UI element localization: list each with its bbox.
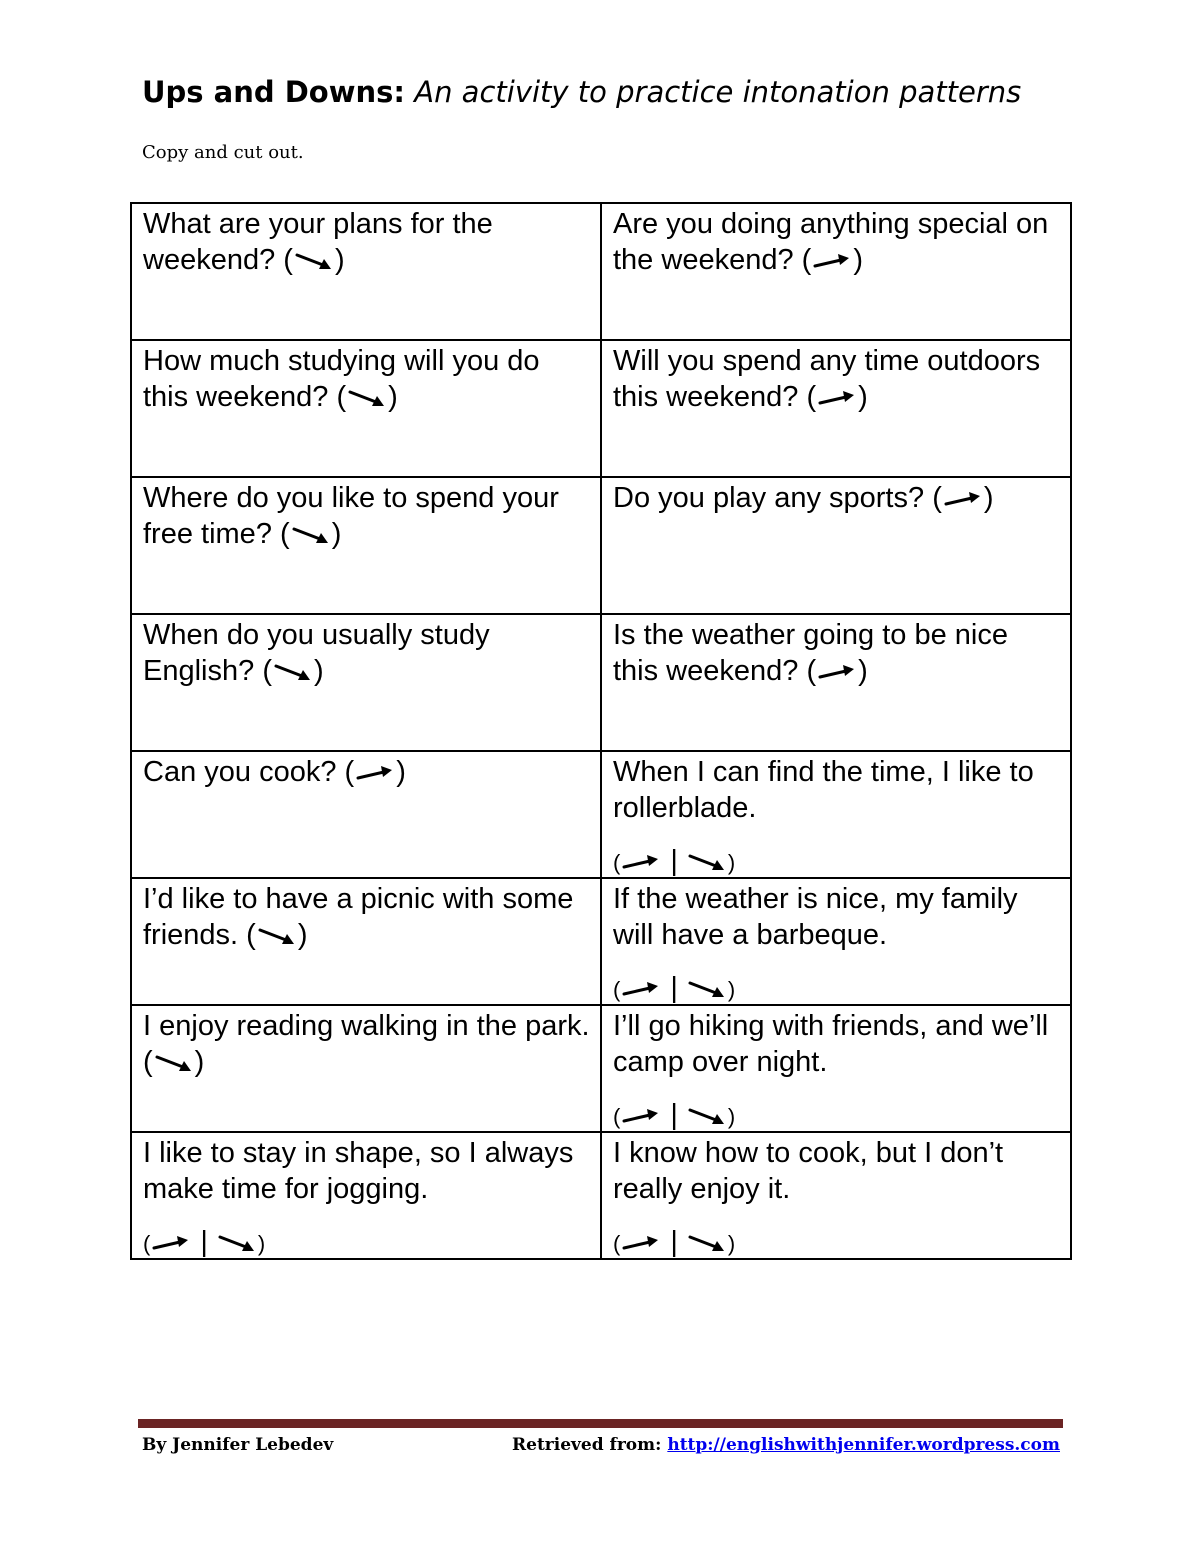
intonation-mark xyxy=(283,242,344,278)
intonation-mark xyxy=(613,1101,735,1131)
open-paren: ( xyxy=(613,977,621,1002)
card-row xyxy=(131,203,1071,340)
title-italic: An activity to practice intonation patterns xyxy=(414,75,1022,109)
intonation-mark xyxy=(262,653,323,689)
rising-arrow-icon xyxy=(816,655,858,675)
card-sentence: What are your plans for the weekend? xyxy=(143,208,493,276)
card-row xyxy=(131,340,1071,477)
page-title xyxy=(142,72,1021,112)
open-paren: ( xyxy=(280,518,290,550)
open-paren: ( xyxy=(932,482,942,514)
card-text xyxy=(143,343,590,415)
intonation-mark xyxy=(802,242,863,278)
close-paren: ) xyxy=(983,482,994,514)
close-paren: ) xyxy=(853,244,863,276)
card-cell xyxy=(601,1005,1071,1132)
open-paren: ( xyxy=(143,1231,151,1256)
falling-arrow-icon xyxy=(686,1105,728,1125)
close-paren: ) xyxy=(331,518,342,550)
card-sentence: Will you spend any time outdoors this weekend? xyxy=(613,345,1041,413)
close-paren: ) xyxy=(396,756,406,788)
card-text xyxy=(613,1008,1060,1080)
intonation-mark xyxy=(806,653,867,689)
intonation-mark xyxy=(613,847,735,877)
card-text xyxy=(613,343,1060,415)
close-paren: ) xyxy=(297,919,308,951)
footer-rule xyxy=(138,1419,1063,1428)
intonation-mark xyxy=(336,379,397,415)
card-cell xyxy=(131,1005,601,1132)
close-paren: ) xyxy=(727,850,736,875)
source-link[interactable]: http://englishwithjennifer.wordpress.com xyxy=(667,1435,1060,1455)
card-sentence: When I can find the time, I like to rollerblade. xyxy=(613,756,1034,824)
intonation-mark xyxy=(143,1228,265,1258)
card-cell xyxy=(601,340,1071,477)
close-paren: ) xyxy=(858,655,868,687)
separator: | xyxy=(670,845,678,877)
card-sentence: Where do you like to spend your free time? xyxy=(143,482,559,550)
separator: | xyxy=(670,972,678,1004)
falling-arrow-icon xyxy=(290,518,332,538)
card-sentence: How much studying will you do this weekend? xyxy=(143,345,540,413)
open-paren: ( xyxy=(336,381,347,413)
rising-arrow-icon xyxy=(942,482,984,502)
falling-arrow-icon xyxy=(686,851,728,871)
separator: | xyxy=(670,1099,678,1131)
open-paren: ( xyxy=(283,244,293,276)
open-paren: ( xyxy=(806,381,817,413)
card-text xyxy=(143,1135,590,1207)
close-paren: ) xyxy=(858,381,868,413)
falling-arrow-icon xyxy=(686,978,728,998)
card-row xyxy=(131,1132,1071,1259)
card-sentence: When do you usually study English? xyxy=(143,619,490,687)
open-paren: ( xyxy=(262,655,272,687)
card-sentence: Do you play any sports? xyxy=(613,482,925,514)
title-bold: Ups and Downs: xyxy=(142,75,406,109)
close-paren: ) xyxy=(388,381,398,413)
card-row xyxy=(131,477,1071,614)
falling-arrow-icon xyxy=(346,381,388,401)
footer-author: By Jennifer Lebedev xyxy=(142,1435,334,1455)
cards-table xyxy=(130,202,1072,1260)
card-sentence: Is the weather going to be nice this weekend? xyxy=(613,619,1008,687)
intonation-mark xyxy=(806,379,867,415)
card-text xyxy=(143,881,590,953)
intonation-mark xyxy=(932,480,993,516)
card-text xyxy=(143,206,590,278)
rising-arrow-icon xyxy=(816,381,858,401)
close-paren: ) xyxy=(727,1104,736,1129)
open-paren: ( xyxy=(143,1046,153,1078)
rising-arrow-icon xyxy=(620,1105,662,1125)
card-text xyxy=(143,480,590,552)
close-paren: ) xyxy=(194,1046,205,1078)
rising-arrow-icon xyxy=(620,978,662,998)
falling-arrow-icon xyxy=(293,244,335,264)
card-cell xyxy=(131,878,601,1005)
rising-arrow-icon xyxy=(354,756,396,776)
intonation-mark xyxy=(345,754,406,790)
card-text xyxy=(143,1008,590,1080)
rising-arrow-icon xyxy=(620,1232,662,1252)
card-sentence: I’ll go hiking with friends, and we’ll camp over night. xyxy=(613,1010,1049,1078)
close-paren: ) xyxy=(257,1231,266,1256)
falling-arrow-icon xyxy=(272,655,314,675)
separator: | xyxy=(670,1226,678,1258)
open-paren: ( xyxy=(613,1231,621,1256)
card-row xyxy=(131,751,1071,878)
falling-arrow-icon xyxy=(256,919,298,939)
card-text xyxy=(613,206,1060,278)
intonation-mark xyxy=(280,516,341,552)
falling-arrow-icon xyxy=(216,1232,258,1252)
card-cell xyxy=(601,614,1071,751)
card-sentence: I know how to cook, but I don’t really enjoy it. xyxy=(613,1137,1004,1205)
falling-arrow-icon xyxy=(686,1232,728,1252)
open-paren: ( xyxy=(806,655,817,687)
card-text xyxy=(613,617,1060,689)
close-paren: ) xyxy=(727,977,736,1002)
card-cell xyxy=(131,614,601,751)
retrieved-label: Retrieved from: xyxy=(512,1435,662,1455)
falling-arrow-icon xyxy=(153,1046,195,1066)
close-paren: ) xyxy=(313,655,324,687)
rising-arrow-icon xyxy=(150,1232,192,1252)
card-row xyxy=(131,1005,1071,1132)
card-sentence: Can you cook? xyxy=(143,756,337,788)
card-cell xyxy=(131,203,601,340)
card-sentence: I enjoy reading walking in the park. xyxy=(143,1010,590,1042)
card-text xyxy=(143,754,590,790)
card-cell xyxy=(601,1132,1071,1259)
intonation-mark xyxy=(613,1228,735,1258)
open-paren: ( xyxy=(613,1104,621,1129)
card-sentence: I’d like to have a picnic with some friends. xyxy=(143,883,574,951)
card-cell xyxy=(601,878,1071,1005)
card-row xyxy=(131,878,1071,1005)
card-text xyxy=(613,480,1060,516)
card-text xyxy=(613,1135,1060,1207)
card-cell xyxy=(601,751,1071,878)
open-paren: ( xyxy=(246,919,256,951)
intonation-mark xyxy=(246,917,307,953)
card-text xyxy=(613,754,1060,826)
card-row xyxy=(131,614,1071,751)
intonation-mark xyxy=(613,974,735,1004)
card-text xyxy=(143,617,590,689)
open-paren: ( xyxy=(801,244,812,276)
open-paren: ( xyxy=(344,756,355,788)
card-sentence: If the weather is nice, my family will have a barbeque. xyxy=(613,883,1018,951)
card-cell xyxy=(131,751,601,878)
card-text xyxy=(613,881,1060,953)
card-sentence: I like to stay in shape, so I always make time for jogging. xyxy=(143,1137,574,1205)
card-cell xyxy=(601,203,1071,340)
card-cell xyxy=(131,477,601,614)
footer-source xyxy=(512,1434,1060,1456)
rising-arrow-icon xyxy=(620,851,662,871)
card-cell xyxy=(131,340,601,477)
card-cell xyxy=(601,477,1071,614)
card-sentence: Are you doing anything special on the weekend? xyxy=(613,208,1049,276)
rising-arrow-icon xyxy=(811,244,853,264)
close-paren: ) xyxy=(334,244,345,276)
intonation-mark xyxy=(143,1044,204,1080)
card-cell xyxy=(131,1132,601,1259)
separator: | xyxy=(200,1226,208,1258)
close-paren: ) xyxy=(727,1231,736,1256)
instruction-text: Copy and cut out. xyxy=(142,142,304,163)
open-paren: ( xyxy=(613,850,621,875)
